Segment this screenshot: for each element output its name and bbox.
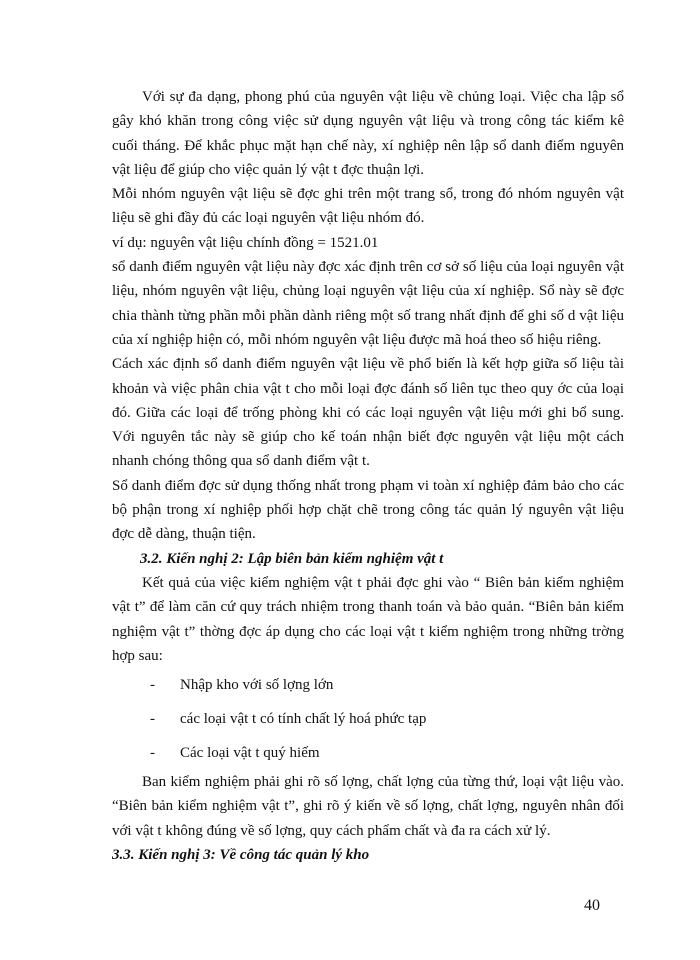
- page-content: [112, 85, 624, 867]
- list-item: [112, 736, 624, 770]
- bullet-mark: -: [150, 745, 155, 762]
- paragraph: Cách xác định sổ danh điểm nguyên vật liệu về phổ biến là kết hợp giữa số liệu tài khoản và việc phân chia vật t cho mỗi loại đợc đánh số liên tục theo quy ớc của loại đó. Giữa các loại để trống phòng khi có các loại nguyên vật liệu mới ghi bổ sung. Với nguyên tắc này sẽ giúp cho kế toán nhận biết đợc nguyên vật liệu một cách nhanh chóng thông qua sổ danh điểm vật t.: [112, 356, 624, 470]
- bullet-list: [112, 668, 624, 770]
- list-item-text: Nhập kho với số lợng lớn: [180, 677, 334, 694]
- paragraph: Sổ danh điểm đợc sử dụng thống nhất trong phạm vi toàn xí nghiệp đảm bảo cho các bộ phận trong xí nghiệp phối hợp chặt chẽ trong công tác quản lý nguyên vật liệu đợc dễ dàng, thuận tiện.: [112, 477, 624, 543]
- paragraph: Ban kiểm nghiệm phải ghi rõ số lợng, chất lợng của từng thứ, loại vật liệu vào. “Biên bản kiểm nghiệm vật t”, ghi rõ ý kiến về số lợng, chất lợng, nguyên nhân đối với vật t không đúng về số lợng, quy cách phẩm chất và đa ra cách xử lý.: [112, 774, 624, 839]
- bullet-mark: -: [150, 677, 155, 694]
- list-item-text: các loại vật t có tính chất lý hoá phức tạp: [180, 711, 427, 728]
- section-heading-3-3: 3.3. Kiến nghị 3: Về công tác quản lý kho: [112, 847, 370, 864]
- bullet-mark: -: [150, 711, 155, 728]
- list-item-text: Các loại vật t quý hiếm: [180, 745, 320, 762]
- list-item: [112, 702, 624, 736]
- paragraph: Với sự đa dạng, phong phú của nguyên vật liệu về chủng loại. Việc cha lập sổ gây khó khăn trong công việc sử dụng nguyên vật liệu và trong công tác kiểm kê cuối tháng. Để khắc phục mặt hạn chế này, xí nghiệp nên lập sổ danh điểm nguyên vật liệu để giúp cho việc quản lý vật t đợc thuận lợi.: [112, 89, 624, 178]
- section-heading-3-2: 3.2. Kiến nghị 2: Lập biên bản kiểm nghiệm vật t: [140, 550, 444, 567]
- page-number: 40: [584, 897, 600, 914]
- paragraph: Kết quả của việc kiểm nghiệm vật t phải đợc ghi vào “ Biên bản kiểm nghiệm vật t” để làm căn cứ quy trách nhiệm trong thanh toán và bảo quản. “Biên bản kiểm nghiệm vật t” thờng đợc áp dụng cho các loại vật t kiểm nghiệm trong những trờng hợp sau:: [112, 574, 624, 664]
- list-item: [112, 668, 624, 702]
- paragraph: Mỗi nhóm nguyên vật liệu sẽ đợc ghi trên một trang sổ, trong đó nhóm nguyên vật liệu sẽ ghi đầy đủ các loại nguyên vật liệu nhóm đó.: [112, 186, 624, 227]
- paragraph: sổ danh điểm nguyên vật liệu này đợc xác định trên cơ sở số liệu của loại nguyên vật liệu, nhóm nguyên vật liệu, chủng loại nguyên vật liệu của xí nghiệp. Sổ này sẽ đợc chia thành từng phần mỗi phần dành riêng một số trang nhất định để ghi số d vật liệu của xí nghiệp hiện có, mỗi nhóm nguyên vật liệu được mã hoá theo số hiệu riêng.: [112, 259, 624, 348]
- paragraph: ví dụ: nguyên vật liệu chính đồng = 1521.01: [112, 234, 379, 251]
